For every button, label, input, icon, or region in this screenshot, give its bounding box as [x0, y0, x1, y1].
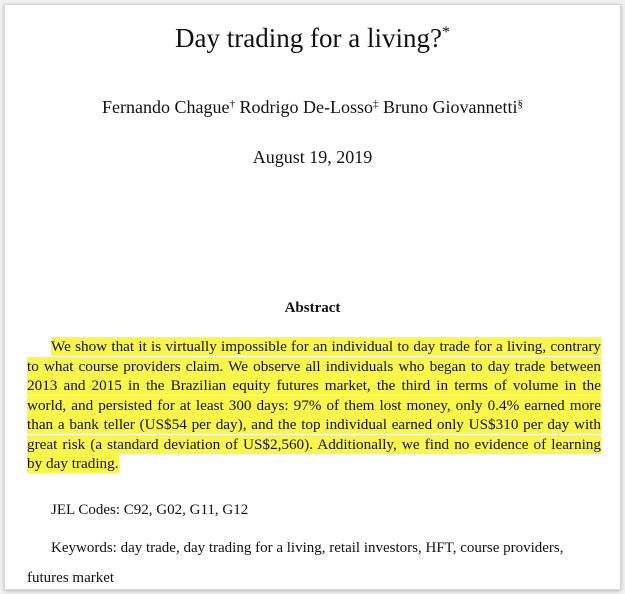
author-footnote-mark: §: [517, 98, 523, 110]
title-text: Day trading for a living?: [175, 23, 442, 53]
abstract-highlighted-text: We show that it is virtually impossible for an individual to day trade for a living, contrary to what course providers claim. We observe all individuals who began to day trade between 2013 and 2015 in the Brazilian equity futures market, the third in terms of volume in the world, and persisted for at least 300 days: 97% of them lost money, only 0.4% earned more than a bank teller (US$54 per day), and the top individual earned only US$310 per day with great risk (a standard deviation of US$2,560). Additionally, we find no evidence of learning by day trading.: [27, 338, 601, 472]
author-list: [5, 97, 620, 118]
keywords: Keywords: day trade, day trading for a living, retail investors, HFT, course providers, futures market: [27, 540, 564, 586]
jel-codes: JEL Codes: C92, G02, G11, G12: [51, 502, 249, 518]
author-footnote-mark: ‡: [372, 98, 379, 110]
author-footnote-mark: †: [229, 98, 235, 110]
author-name: Bruno Giovannetti: [382, 97, 518, 117]
author-name: Rodrigo De-Losso: [239, 97, 373, 117]
publication-date: August 19, 2019: [252, 147, 373, 167]
paper-title: [5, 23, 620, 54]
paper-page: [4, 4, 621, 590]
author-name: Fernando Chague: [102, 97, 230, 117]
abstract-heading: Abstract: [284, 300, 341, 316]
abstract-paragraph: [27, 337, 601, 474]
title-footnote-mark: *: [441, 24, 450, 41]
